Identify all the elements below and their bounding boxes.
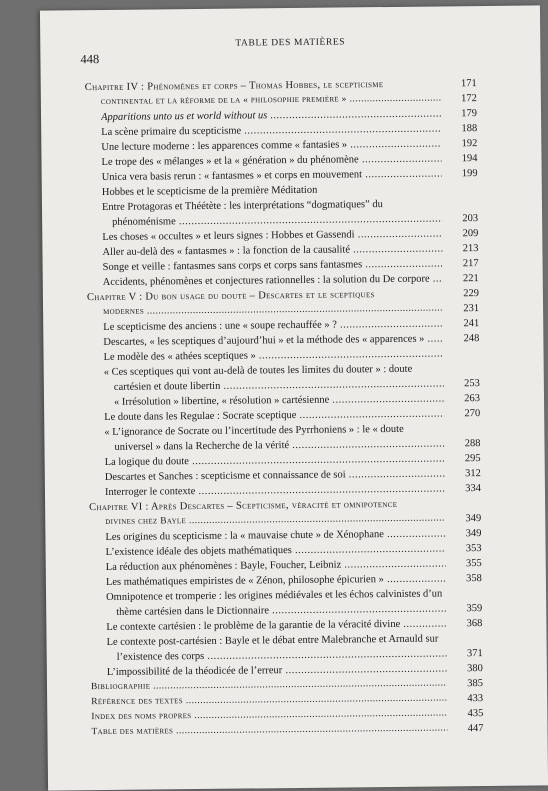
toc-entry-title: L’existence idéale des objets mathématiques ..... [106,541,446,560]
toc-entry-title: Entre Protagoras et Théétète : les interprétations “dogmatiques” du [102,196,442,215]
running-title: TABLE DES MATIÈRES [40,35,540,50]
toc-entry-page: 288 [446,436,480,451]
toc-entry-title: Chapitre VI : Après Descartes – Scepticisme, véracité et omnipotence [89,496,445,515]
toc-entry-page: 241 [445,316,479,331]
toc-entry-title: Table des matières ..... [91,721,447,740]
toc-entry-page: 349 [447,526,481,541]
toc-entry-page: 203 [444,211,478,226]
toc-entry-page: 213 [444,241,478,256]
toc-entry-page: 171 [443,76,477,91]
toc-entry-title: Le trope des « mélanges » et la « génération » du phénomène ..... [101,151,441,170]
toc-entry-title: Le modèle des « athées sceptiques » ..... [103,346,443,365]
page-header [40,31,540,66]
toc-entry-page: 447 [449,721,483,736]
toc-entry-page: 368 [448,616,482,631]
toc-entry-page: 359 [448,601,482,616]
toc-entry-title: Descartes et Sanches : scepticisme et connaissance de soi ..... [105,466,445,485]
toc-entry-page: 263 [446,391,480,406]
toc-entry-title: Le scepticisme des anciens : une « soupe rechauffée » ? ..... [103,316,443,335]
toc-entry-title: Le doute dans les Regulae : Socrate sceptique ..... [104,406,444,425]
toc-entry-title: La logique du doute ..... [105,451,445,470]
toc-entry-title: divines chez Bayle ..... [105,511,445,530]
toc-entry-page: 385 [449,676,483,691]
toc-entry-title: phénoménisme ..... [112,211,442,229]
toc-entry-page: 248 [445,331,479,346]
toc-entry-title: « Irrésolution » libertine, « résolution » cartésienne ..... [114,391,444,409]
page-number: 448 [80,52,99,67]
toc-entry-page: 221 [445,271,479,286]
toc-entry-page: 188 [443,121,477,136]
toc-entry-page: 295 [447,451,481,466]
toc-entry-page: 199 [444,166,478,181]
toc-entry-title: Les origines du scepticisme : la « mauvaise chute » de Xénophane ..... [105,526,445,545]
toc-entry-title: cartésien et doute libertin ..... [114,376,444,394]
toc-entry-page: 312 [447,466,481,481]
toc-entry-title: L’impossibilité de la théodicée de l’erreur ..... [107,661,447,680]
toc-entry-page: 179 [443,106,477,121]
toc-entry-title: Le contexte cartésien : le problème de la garantie de la véracité divine ..... [106,616,446,635]
toc-entry-title: La réduction aux phénomènes : Bayle, Foucher, Leibniz ..... [106,556,446,575]
toc-entry-page: 192 [443,136,477,151]
toc-entry-title: Chapitre V : Du bon usage du doute – Descartes et le sceptiques [87,286,443,305]
toc-entry-title: La scène primaire du scepticisme ..... [101,121,441,140]
toc-entry-page: 334 [447,481,481,496]
toc-entry-page: 270 [446,406,480,421]
toc-entry-title: Accidents, phénomènes et conjectures rationnelles : la solution du De corpore ..... [103,271,443,290]
toc-entry-title: continental et la réforme de la « philosophie première » ..... [101,91,441,110]
toc-entry-title: « Ces sceptiques qui vont au-delà de toutes les limites du douter » : doute [104,361,444,380]
toc-entry-page: 172 [443,91,477,106]
toc-entry-page: 435 [449,706,483,721]
toc-entry-page: 371 [449,646,483,661]
toc-entry-page: 433 [449,691,483,706]
toc-entry-page: 353 [448,541,482,556]
toc-entry-page: 253 [446,376,480,391]
toc-entry-title: Hobbes et le scepticisme de la première Méditation [102,181,442,200]
toc-entry-title: Bibliographie ..... [91,676,447,695]
toc-entry-title: Interroger le contexte ..... [105,481,445,500]
book-page [40,5,548,790]
toc-entry-page: 194 [443,151,477,166]
toc-entry-page: 349 [447,511,481,526]
toc-entry-title: Aller au-delà des « fantasmes » : la fonction de la causalité ..... [102,241,442,260]
toc-entry-title: Une lecture moderne : les apparences comme « fantasies » ..... [101,136,441,155]
toc-entry-title: Index des noms propres ..... [91,706,447,725]
toc-entry-title: Référence des textes ..... [91,691,447,710]
toc-entry-title: Chapitre IV : Phénomènes et corps – Thomas Hobbes, le scepticisme [85,76,441,95]
toc-entry-title: l’existence des corps ..... [117,646,447,664]
toc-entry-title: Le contexte post-cartésien : Bayle et le débat entre Malebranche et Arnauld sur [106,631,446,650]
toc-entry-page: 358 [448,571,482,586]
toc-entry-title: Les mathématiques empiristes de « Zénon, philosophe épicurien » ..... [106,571,446,590]
toc-entry-page: 380 [449,661,483,676]
toc-entry-title: « L’ignorance de Socrate ou l’incertitude des Pyrrhoniens » : le « doute [104,421,444,440]
toc-entry-page: 209 [444,226,478,241]
toc-entry-page: 355 [448,556,482,571]
toc-entry-title: universel » dans la Recherche de la vérité ..... [114,436,444,454]
toc-entry-title: Descartes, « les sceptiques d’aujourd’hui » et la méthode des « apparences » ..... [103,331,443,350]
toc-entry-title: Apparitions unto us et world without us ..... [101,106,441,125]
toc-entry-title: Omnipotence et tromperie : les origines médiévales et les échos calvinistes d’un [106,586,446,605]
toc-entry-page: 231 [445,301,479,316]
toc-entry-page: 217 [445,256,479,271]
toc-entry [91,721,483,740]
toc-entry-title: modernes ..... [103,301,443,320]
toc-entry-title: thème cartésien dans le Dictionnaire ..... [116,601,446,619]
toc-entry-page: 229 [445,286,479,301]
table-of-contents [85,76,484,740]
toc-entry-title: Unica vera basis rerun : « fantasmes » et corps en mouvement ..... [102,166,442,185]
toc-entry-title: Songe et veille : fantasmes sans corps et corps sans fantasmes ..... [103,256,443,275]
toc-entry-title: Les choses « occultes » et leurs signes : Hobbes et Gassendi ..... [102,226,442,245]
